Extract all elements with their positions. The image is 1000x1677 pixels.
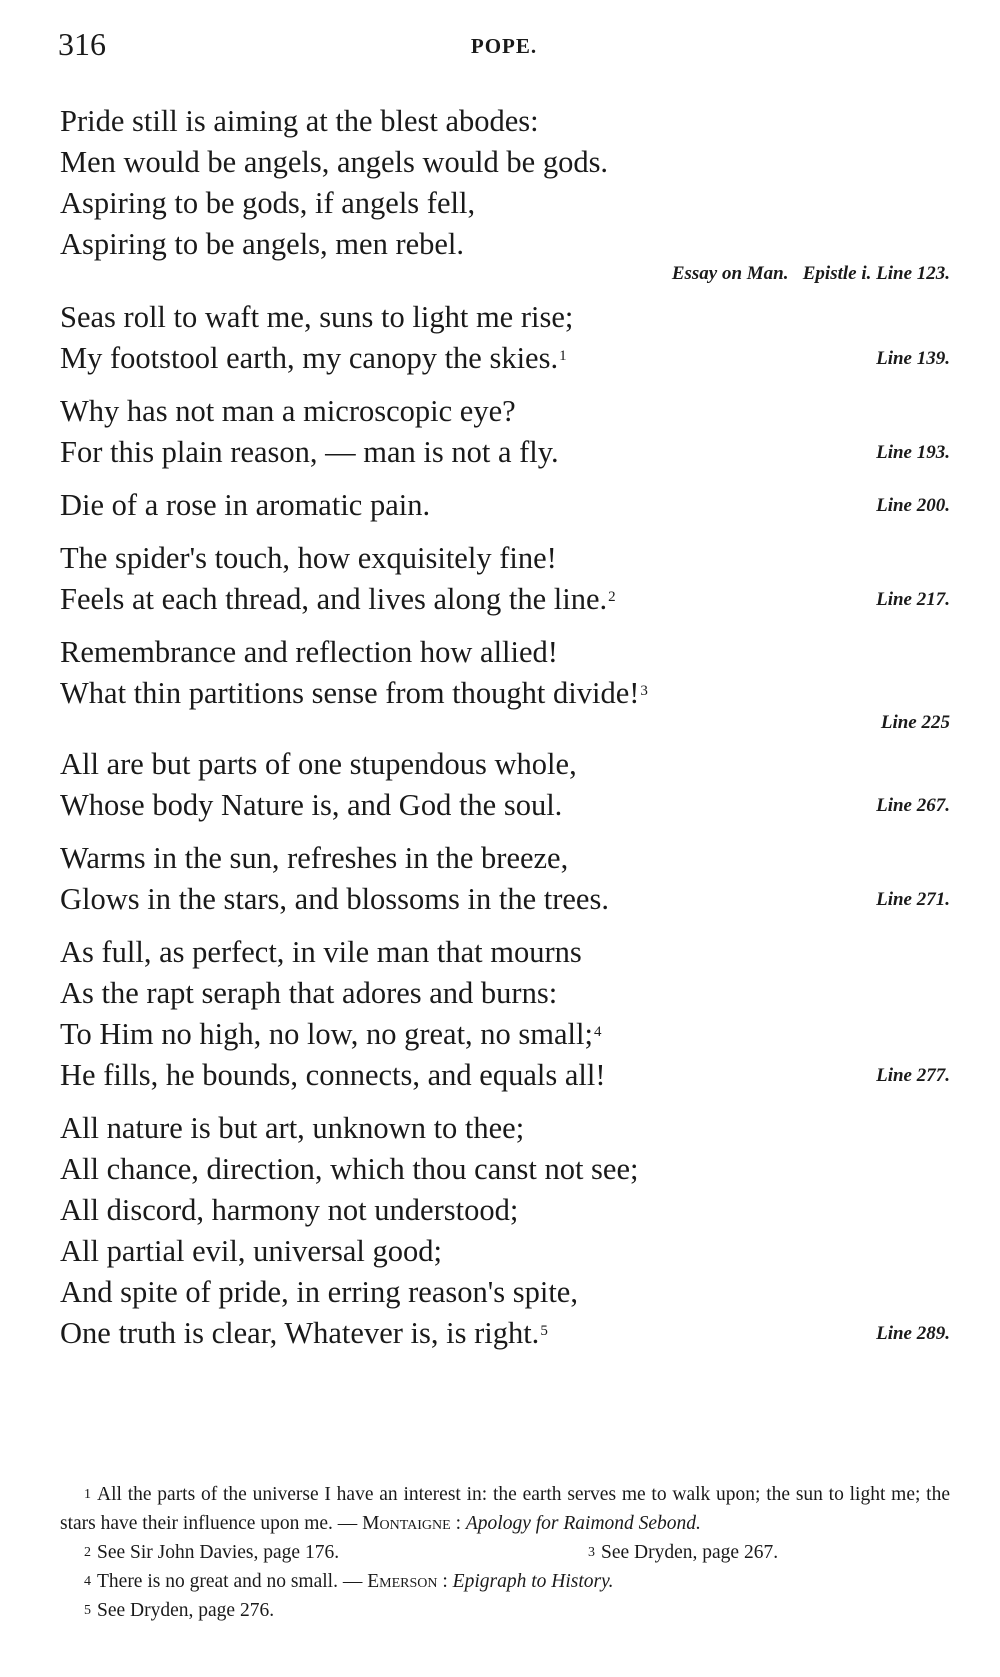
quote-block (60, 1108, 950, 1354)
verse-line: What thin partitions sense from thought divide!$^3$ (60, 676, 648, 710)
page-number: 316 (58, 26, 106, 62)
line-reference: Line 193. (876, 442, 950, 463)
running-head: POPE. (470, 34, 538, 58)
footnote-5: $^5$ See Dryden, page 276. (84, 1600, 275, 1621)
verse-line: All are but parts of one stupendous whole, (60, 747, 577, 781)
verse-line: Men would be angels, angels would be gods. (60, 145, 609, 179)
line-reference: Line 139. (876, 348, 950, 369)
verse-line: Aspiring to be gods, if angels fell, (60, 186, 476, 220)
line-reference: Line 225 (880, 712, 950, 733)
line-reference: Line 217. (876, 589, 950, 610)
verse-line: Seas roll to waft me, suns to light me rise; (60, 300, 574, 334)
quote-block (60, 932, 950, 1096)
quote-block (60, 744, 950, 826)
line-reference: Line 271. (876, 889, 950, 910)
line-reference: Essay on Man. Epistle i. Line 123. (671, 263, 950, 284)
verse-line: The spider's touch, how exquisitely fine! (60, 541, 557, 575)
footnote-1: $^1$ All the parts of the universe I have an interest in: the earth serves me to walk upon; the sun to light me; the stars have their influence upon me. — Montaigne : Apology for Raimond Sebond. (60, 1484, 950, 1534)
footnote-3: $^3$ See Dryden, page 267. (588, 1542, 779, 1563)
footnote-work: Epigraph to History. (452, 1571, 614, 1592)
line-reference: Line 289. (876, 1323, 950, 1344)
verse-line: Pride still is aiming at the blest abodes: (60, 104, 539, 138)
verse-line: For this plain reason, — man is not a fly. Line 193. (60, 432, 950, 473)
verse-line: Remembrance and reflection how allied! (60, 635, 558, 669)
quote-block (60, 101, 950, 287)
footnote-work: Apology for Raimond Sebond. (465, 1513, 701, 1534)
verse-line: And spite of pride, in erring reason's spite, (60, 1275, 578, 1309)
line-reference: Line 200. (876, 495, 950, 516)
verse-line: As the rapt seraph that adores and burns: (60, 976, 558, 1010)
verse-line: Warms in the sun, refreshes in the breeze, (60, 841, 569, 875)
quotations (60, 101, 950, 1362)
verse-line: All chance, direction, which thou canst not see; (60, 1152, 639, 1186)
verse-line: Glows in the stars, and blossoms in the trees. Line 271. (60, 879, 950, 920)
quote-block (60, 485, 950, 526)
footnote-row (60, 1538, 950, 1567)
footnote-2: $^2$ See Sir John Davies, page 176. (84, 1542, 340, 1563)
page-header (58, 26, 950, 70)
quote-block (60, 297, 950, 379)
quote-block (60, 538, 950, 620)
verse-line: Die of a rose in aromatic pain. Line 200. (60, 485, 950, 526)
verse-line: He fills, he bounds, connects, and equals all! Line 277. (60, 1055, 950, 1096)
line-reference: Line 267. (876, 795, 950, 816)
footnote-marker: 3 (640, 683, 648, 699)
verse-line: Aspiring to be angels, men rebel. (60, 227, 465, 261)
verse-line: Whose body Nature is, and God the soul. Line 267. (60, 785, 950, 826)
line-reference: Line 277. (876, 1065, 950, 1086)
quote-block (60, 391, 950, 473)
quote-block (60, 632, 950, 736)
footnote-marker: 1 (559, 348, 567, 364)
footnote-marker: 5 (540, 1323, 548, 1339)
quote-block (60, 838, 950, 920)
footnote-marker: 2 (608, 589, 616, 605)
verse-line: My footstool earth, my canopy the skies.$^1$ Line 139. (60, 338, 950, 379)
verse-line: All partial evil, universal good; (60, 1234, 443, 1268)
footnote-marker: 4 (593, 1024, 602, 1040)
footnotes (60, 1480, 950, 1625)
footnote-author: Emerson (367, 1571, 438, 1592)
footnote-author: Montaigne (362, 1513, 451, 1534)
verse-line: Why has not man a microscopic eye? (60, 394, 516, 428)
verse-line: As full, as perfect, in vile man that mourns (60, 935, 582, 969)
verse-line: All discord, harmony not understood; (60, 1193, 519, 1227)
footnote-4: $^4$ There is no great and no small. — Emerson : Epigraph to History. (84, 1571, 614, 1592)
verse-line: To Him no high, no low, no great, no small;$^4$ (60, 1017, 602, 1051)
verse-line: Feels at each thread, and lives along the line.$^2$ Line 217. (60, 579, 950, 620)
verse-line: One truth is clear, Whatever is, is right.$^5$ Line 289. (60, 1313, 950, 1354)
verse-line: All nature is but art, unknown to thee; (60, 1111, 525, 1145)
